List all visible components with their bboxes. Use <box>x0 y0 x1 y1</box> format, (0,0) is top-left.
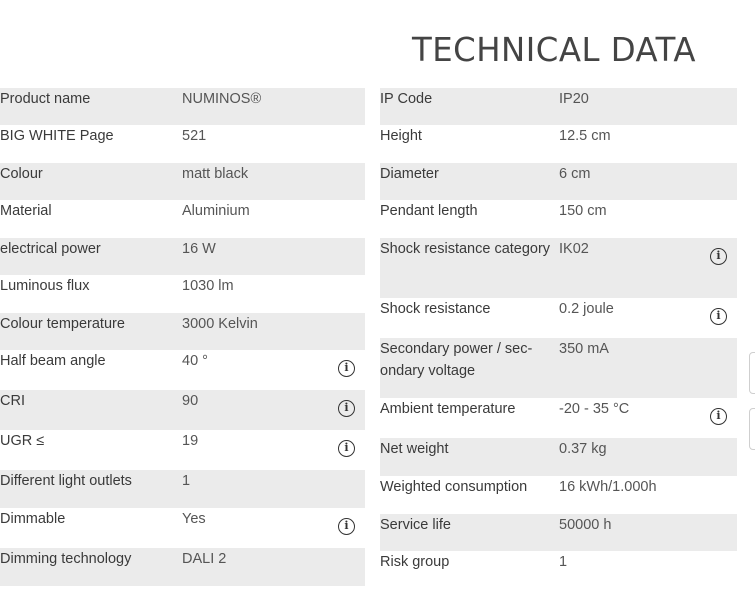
spec-label: Risk group <box>380 554 450 570</box>
spec-label: Weighted consumption <box>380 479 528 495</box>
spec-label: Material <box>0 203 52 219</box>
table-row <box>380 551 737 589</box>
spec-label: Half beam angle <box>0 353 106 369</box>
spec-label: Colour temperature <box>0 313 182 350</box>
table-row <box>380 514 737 551</box>
spec-value: IK02 <box>559 238 697 298</box>
side-tab[interactable] <box>749 352 755 394</box>
spec-label: Ambient temperature <box>380 401 516 417</box>
spec-value: Yes <box>182 511 206 527</box>
spec-label: Luminous flux <box>0 278 90 294</box>
table-row <box>0 238 365 275</box>
info-circle-icon[interactable]: i <box>710 308 727 325</box>
spec-label: IP Code <box>380 88 559 125</box>
info-circle-icon[interactable]: i <box>710 248 727 265</box>
spec-label: Secondary power / secondary voltage <box>380 338 559 398</box>
table-row <box>380 338 737 398</box>
spec-value: 16 kWh/1.000h <box>559 479 657 495</box>
spec-value: 1030 lm <box>182 278 234 294</box>
table-row <box>380 163 737 200</box>
spec-value: 3000 Kelvin <box>182 313 325 350</box>
table-row <box>380 125 737 163</box>
table-row <box>0 548 365 586</box>
spec-value: NUMINOS® <box>182 88 325 125</box>
spec-value: 6 cm <box>559 163 697 200</box>
table-row <box>0 350 365 390</box>
table-row <box>0 275 365 313</box>
spec-label: electrical power <box>0 238 182 275</box>
info-circle-icon[interactable]: i <box>710 408 727 425</box>
table-row <box>380 238 737 298</box>
spec-label: Net weight <box>380 438 559 476</box>
table-row <box>380 200 737 238</box>
spec-label: Shock resistance category <box>380 238 559 298</box>
table-row <box>380 398 737 438</box>
table-row <box>380 88 737 125</box>
table-row <box>0 470 365 508</box>
spec-label: Pendant length <box>380 203 478 219</box>
info-circle-icon[interactable]: i <box>338 440 355 457</box>
spec-value: 350 mA <box>559 338 697 398</box>
spec-label: UGR ≤ <box>0 433 45 449</box>
spec-value: 521 <box>182 128 207 144</box>
table-row <box>0 508 365 548</box>
spec-value: 40 ° <box>182 353 208 369</box>
spec-value: IP20 <box>559 88 697 125</box>
info-circle-icon[interactable]: i <box>338 400 355 417</box>
spec-label: Dimmable <box>0 511 66 527</box>
table-row <box>0 125 365 163</box>
table-row <box>0 430 365 470</box>
spec-value: 150 cm <box>559 203 607 219</box>
table-row <box>0 390 365 430</box>
table-row <box>380 476 737 514</box>
table-row <box>0 313 365 350</box>
table-row <box>0 200 365 238</box>
spec-value: 50000 h <box>559 514 697 551</box>
spec-label: Height <box>380 128 422 144</box>
spec-label: Different light outlets <box>0 470 182 508</box>
spec-value: 19 <box>182 433 199 449</box>
spec-table-left <box>0 88 365 586</box>
spec-label: Diameter <box>380 163 559 200</box>
table-row <box>0 88 365 125</box>
spec-value: 0.2 joule <box>559 301 614 317</box>
spec-value: matt black <box>182 163 325 200</box>
spec-label: BIG WHITE Page <box>0 128 114 144</box>
info-circle-icon[interactable]: i <box>338 518 355 535</box>
spec-label: Service life <box>380 514 559 551</box>
spec-value: -20 - 35 °C <box>559 401 630 417</box>
spec-label: Colour <box>0 163 182 200</box>
spec-label: Dimming technology <box>0 548 182 586</box>
spec-label: Shock resistance <box>380 301 491 317</box>
spec-value: 0.37 kg <box>559 438 697 476</box>
spec-label: Product name <box>0 88 182 125</box>
info-circle-icon[interactable]: i <box>338 360 355 377</box>
spec-value: 1 <box>182 470 325 508</box>
spec-value: DALI 2 <box>182 548 325 586</box>
table-row <box>380 298 737 338</box>
table-row <box>380 438 737 476</box>
side-tab[interactable] <box>749 408 755 450</box>
spec-value: Aluminium <box>182 203 250 219</box>
spec-value: 1 <box>559 554 568 570</box>
spec-value: 90 <box>182 390 325 430</box>
table-row <box>0 163 365 200</box>
spec-value: 16 W <box>182 238 325 275</box>
spec-label: CRI <box>0 390 182 430</box>
spec-value: 12.5 cm <box>559 128 611 144</box>
spec-table-right <box>380 88 737 589</box>
page-title: TECHNICAL DATA <box>412 30 697 69</box>
